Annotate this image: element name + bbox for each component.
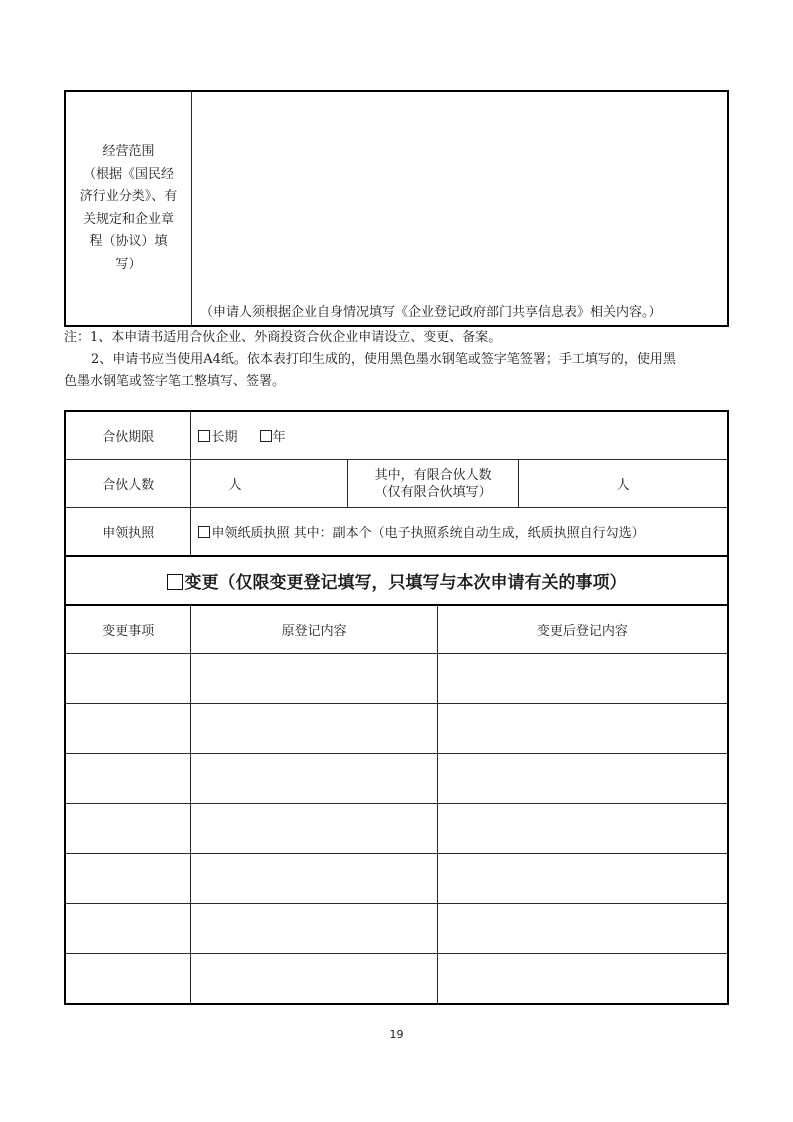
table-row xyxy=(65,854,728,904)
change-item-cell[interactable] xyxy=(65,754,191,804)
original-content-cell[interactable] xyxy=(191,904,437,954)
note-line-2: 2、申请书应当使用A4纸。依本表打印生成的，使用黑色墨水钢笔或签字笔签署；手工填写的，使用黑 xyxy=(91,352,676,367)
change-item-cell[interactable] xyxy=(65,804,191,854)
limited-partner-count-label: 其中，有限合伙人数 （仅有限合伙填写） xyxy=(348,460,519,508)
table-row xyxy=(65,904,728,954)
partnership-info-table xyxy=(64,410,729,1005)
limited-partner-count-field[interactable]: 人 xyxy=(519,460,728,508)
business-scope-label xyxy=(65,91,192,326)
changed-content-cell[interactable] xyxy=(437,854,728,904)
original-content-cell[interactable] xyxy=(191,704,437,754)
partner-count-label: 合伙人数 xyxy=(65,460,191,508)
scope-label-line: 程（协议）填 xyxy=(89,234,168,249)
table-row xyxy=(65,754,728,804)
table-row xyxy=(65,654,728,704)
change-item-cell[interactable] xyxy=(65,654,191,704)
business-scope-note: （申请人须根据企业自身情况填写《企业登记政府部门共享信息表》相关内容。） xyxy=(200,305,662,320)
partnership-term-label: 合伙期限 xyxy=(65,411,191,460)
original-content-cell[interactable] xyxy=(191,804,437,854)
original-content-cell[interactable] xyxy=(191,954,437,1005)
original-content-cell[interactable] xyxy=(191,754,437,804)
changed-content-cell[interactable] xyxy=(437,754,728,804)
long-term-option[interactable]: 长期 xyxy=(198,430,237,445)
scope-label-line: 写） xyxy=(115,256,142,272)
business-scope-field[interactable] xyxy=(192,91,729,326)
checkbox-icon[interactable] xyxy=(198,526,210,538)
note-line-3: 色墨水钢笔或签字笔工整填写、签署。 xyxy=(64,374,286,389)
change-item-cell[interactable] xyxy=(65,954,191,1005)
changed-content-cell[interactable] xyxy=(437,904,728,954)
checkbox-icon[interactable] xyxy=(167,574,183,590)
scope-label-line: 关规定和企业章 xyxy=(82,211,174,227)
scope-label-line: 经营范围 xyxy=(102,144,155,159)
years-option[interactable]: 年 xyxy=(260,430,286,445)
scope-label-line: 济行业分类》、有 xyxy=(79,189,178,204)
changed-content-cell[interactable] xyxy=(437,654,728,704)
change-item-cell[interactable] xyxy=(65,854,191,904)
checkbox-icon[interactable] xyxy=(198,430,210,442)
license-option[interactable]: 申领纸质执照 其中：副本个（电子执照系统自动生成，纸质执照自行勾选） xyxy=(191,508,728,557)
partner-count-field[interactable]: 人 xyxy=(191,460,348,508)
changed-content-cell[interactable] xyxy=(437,704,728,754)
page-number: 19 xyxy=(389,1028,404,1041)
business-scope-table xyxy=(64,90,729,327)
original-content-cell[interactable] xyxy=(191,654,437,704)
table-row xyxy=(65,704,728,754)
license-label: 申领执照 xyxy=(65,508,191,557)
change-item-header: 变更事项 xyxy=(65,605,191,654)
change-section-title: 变更（仅限变更登记填写，只填写与本次申请有关的事项） xyxy=(65,556,728,605)
original-content-header: 原登记内容 xyxy=(191,605,437,654)
checkbox-icon[interactable] xyxy=(260,430,272,442)
original-content-cell[interactable] xyxy=(191,854,437,904)
changed-content-cell[interactable] xyxy=(437,804,728,854)
change-item-cell[interactable] xyxy=(65,704,191,754)
changed-content-header: 变更后登记内容 xyxy=(437,605,728,654)
change-item-cell[interactable] xyxy=(65,904,191,954)
changed-content-cell[interactable] xyxy=(437,954,728,1005)
table-row xyxy=(65,804,728,854)
table-row xyxy=(65,954,728,1005)
note-line-1: 注：1、本申请书适用合伙企业、外商投资合伙企业申请设立、变更、备案。 xyxy=(64,330,502,345)
scope-label-line: （根据《国民经 xyxy=(82,166,174,182)
partnership-term-options xyxy=(191,411,728,460)
